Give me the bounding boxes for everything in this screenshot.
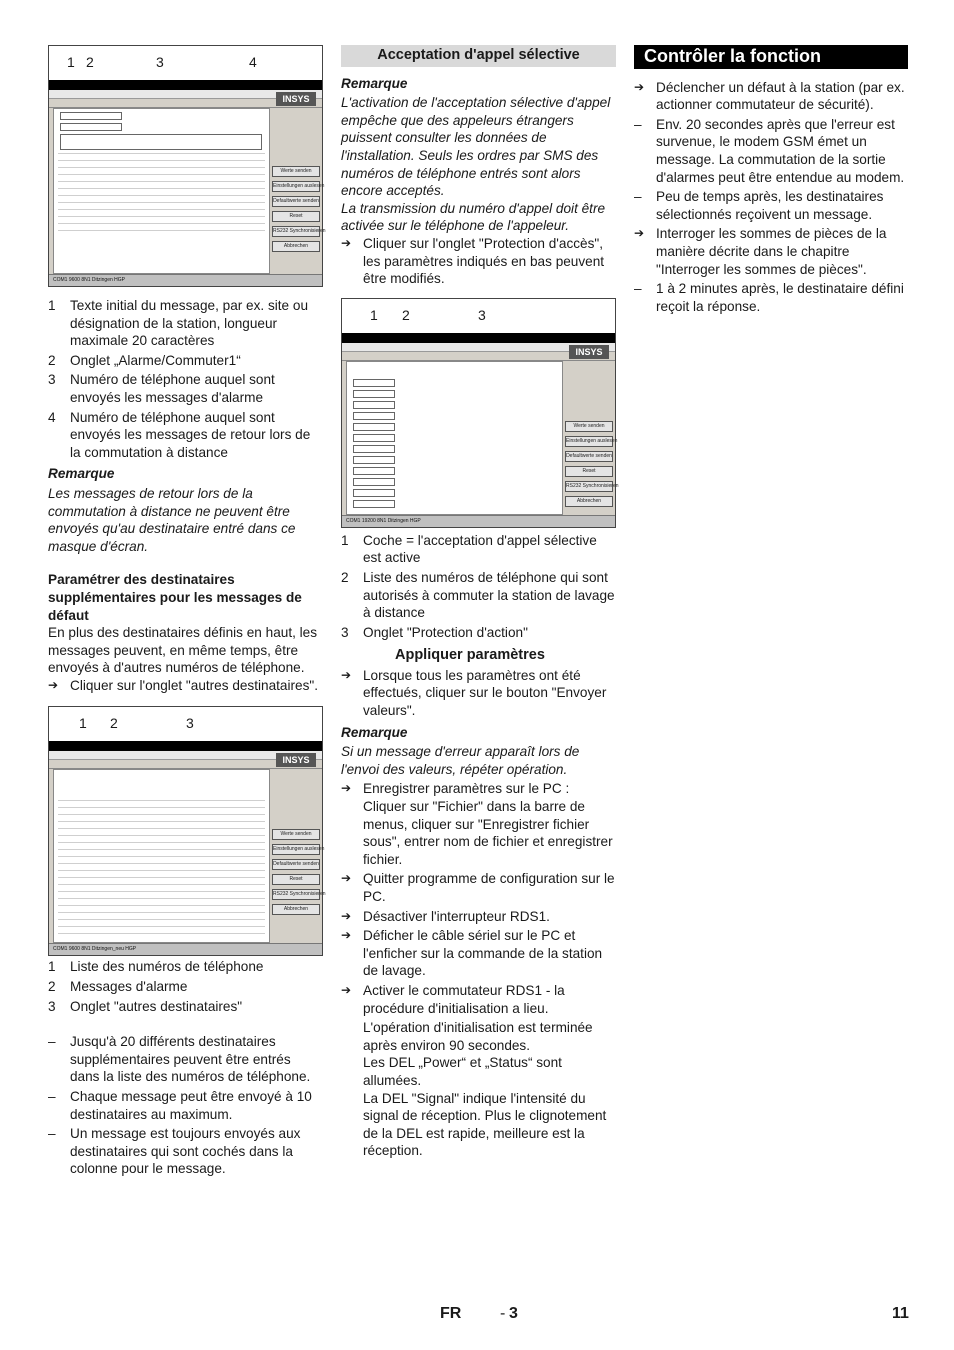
callout-1: 1 [370, 306, 378, 323]
protection-form [346, 361, 563, 515]
dash-icon: – [634, 189, 642, 205]
dash-icon: – [48, 1126, 56, 1142]
callout-3: 3 [186, 715, 194, 732]
column-middle: Acceptation d'appel sélective Remarque L'activation de l'acceptation sélective d'appel empêche que des appeleurs étrangers puissent consulter les données de l'installation. Seuls les ordres par SMS des numéros de téléphone entrés sont alors encore acceptés. La transmission du numéro d'appel doit être activée sur le téléphone de l'appeleur. ➔ Cliquer sur l'onglet "Protection d'accès", les paramètres indiqués en bas peuvent être modifiés. 1 2 3 INSYS Werte senden Einstellungen auslesen Defaultwerte senden Reset RS232 Synchronisieren Abbrechen COM1 19200 8N1 Ditzingen HGP 1 Coche = l'acceptation d'appel sélective est active 2 Liste des numéros de téléphone qui sont autorisés à commuter la station de lavage à distance 3 Onglet "Protection d'action" Appliquer paramètres ➔ Lorsque tous les paramètres ont été effectués, cliquer sur le bouton "Envoyer valeurs". Remarque Si un message d'erreur apparaît lors de l'envoi des valeurs, répéter opération. ➔ Enregistrer paramètres sur le PC : Cliquer sur "Fichier" dans la barre de menus, cliquer sur "Enregistrer fichier sous", entrer nom de fichier et enregistrer fichier. ➔ Quitter programme de configuration sur le PC. ➔ Désactiver l'interrupteur RDS1. ➔ Déficher le câble sériel sur le PC et l'enficher sur la commande de la station de lavage. ➔ Activer le commutateur RDS1 - la procédure d'initialisation a lieu. L'opération d'initialisation est terminée après environ 90 secondes. Les DEL „Power“ et „Status“ sont allumées. La DEL "Signal" indique l'intensité du signal de réception. Plus le clignotement de la DEL est rapide, meilleure est la réception. [341, 47, 619, 1159]
settings-form [53, 108, 270, 274]
window-titlebar [49, 80, 322, 90]
chapter-title: Contrôler la fonction [634, 45, 908, 69]
rs232-sync-button[interactable]: RS232 Synchronisieren [272, 226, 320, 237]
screenshot-other-recipients [48, 706, 326, 956]
cancel-button[interactable]: Abbrechen [272, 904, 320, 915]
send-values-button[interactable]: Werte senden [272, 829, 320, 840]
continuation-text: L'opération d'initialisation est terminée après environ 90 secondes. [363, 1020, 593, 1053]
subheading: Appliquer paramètres [395, 647, 545, 664]
continuation-text: Les DEL „Power“ et „Status“ sont allumées. [363, 1055, 562, 1088]
callout-3: 3 [156, 54, 164, 70]
section-title: Acceptation d'appel sélective [341, 45, 616, 67]
read-settings-button[interactable]: Einstellungen auslesen [272, 844, 320, 855]
callout-4: 4 [249, 54, 257, 70]
dash-icon: – [634, 116, 642, 132]
arrow-icon: ➔ [634, 79, 645, 94]
button-panel [565, 361, 619, 515]
remark-label: Remarque [48, 466, 115, 482]
arrow-icon: ➔ [341, 982, 352, 997]
legend-figure-1: 1 Texte initial du message, par ex. site ou désignation de la station, longueur maximale 20 caractères 2 Onglet „Alarme/Commuter1“ 3 Numéro de téléphone auquel sont envoyés les messages d'alarme 4 Numéro de téléphone auquel sont envoyés les messages de retour lors de la commutation à distance [48, 298, 311, 460]
dash-icon: – [48, 1089, 56, 1105]
message-text-field[interactable] [60, 134, 262, 150]
remark-label: Remarque [341, 75, 408, 91]
callout-2: 2 [86, 54, 94, 70]
reset-button[interactable]: Reset [565, 466, 613, 477]
legend-figure-3: 1 Coche = l'acceptation d'appel sélective est active 2 Liste des numéros de téléphone qui sont autorisés à commuter la station de lavage à distance 3 Onglet "Protection d'action" [341, 532, 615, 640]
dash-icon: – [634, 281, 642, 297]
arrow-icon: ➔ [48, 677, 59, 692]
cancel-button[interactable]: Abbrechen [272, 241, 320, 252]
status-bar: COM1 9600 8N1 Ditzingen HGP [49, 274, 322, 286]
arrow-icon: ➔ [341, 781, 352, 796]
send-values-button[interactable]: Werte senden [565, 421, 613, 432]
remark-text-2: La transmission du numéro d'appel doit être activée sur le téléphone de l'appeleur. [341, 200, 606, 234]
callout-1: 1 [67, 54, 75, 70]
footer-section-number: 3 [509, 1305, 518, 1322]
column-left: 1 2 3 4 INSYS Werte senden Einstellungen auslesen Defaultwerte senden Reset RS232 Synchronisieren Abbrechen COM1 9600 8N1 Ditzingen HGP 1 Texte initial du message, par ex. site ou désignation de la station, longueur maximale 20 caractères 2 Onglet „Alarme/Commuter1“ 3 Numéro de téléphone auquel sont envoyés les messages d'alarme 4 Numéro de téléphone auquel sont envoyés les messages de retour lors de la commutation à distance Remarque Les messages de retour lors de la commutation à distance ne peuvent être envoyés qu'au destinataire entré dans ce masque d'écran. Paramétrer des destinataires supplémentaires pour les messages de défaut En plus des destinataires définis en haut, les messages peuvent, en même temps, être envoyés à d'autres numéros de téléphone. ➔ Cliquer sur l'onglet "autres destinataires". 1 2 3 INSYS Werte senden Einstellungen auslesen Defaultwerte senden Reset RS232 Synchronisieren Abbrechen COM1 9600 8N1 Ditzingen_neu HGP 1 Liste des numéros de téléphone 2 Messages d'alarme 3 Onglet "autres destinataires" – Jusqu'à 20 différents destinataires supplémentaires peuvent être entrés dans la liste des numéros de téléphone. – Chaque message peut être envoyé à 10 destinataires au maximum. – Un message est toujours envoyés aux destinataires qui sont cochés dans la colonne pour le message. [48, 45, 323, 1180]
legend-figure-2: 1 Liste des numéros de téléphone 2 Messages d'alarme 3 Onglet "autres destinataires" [48, 959, 264, 1014]
reset-button[interactable]: Reset [272, 211, 320, 222]
button-panel [272, 769, 326, 943]
arrow-icon: ➔ [341, 908, 352, 923]
status-bar: COM1 9600 8N1 Ditzingen_neu HGP [49, 943, 322, 955]
callout-2: 2 [110, 715, 118, 732]
read-settings-button[interactable]: Einstellungen auslesen [272, 181, 320, 192]
send-values-button[interactable]: Werte senden [272, 166, 320, 177]
read-settings-button[interactable]: Einstellungen auslesen [565, 436, 613, 447]
remark-label: Remarque [341, 724, 408, 740]
default-values-button[interactable]: Defaultwerte senden [272, 859, 320, 870]
remark-text: Si un message d'erreur apparaît lors de l'envoi des valeurs, répéter opération. [341, 744, 580, 777]
remark-text: Les messages de retour lors de la commutation à distance ne peuvent être envoyés qu'au destinataire entré dans ce masque d'écran. [48, 485, 296, 554]
callout-1: 1 [79, 715, 87, 732]
default-values-button[interactable]: Defaultwerte senden [272, 196, 320, 207]
paragraph: En plus des destinataires définis en haut, les messages peuvent, en même temps, être envoyés à d'autres numéros de téléphone. [48, 625, 318, 676]
remark-text: L'activation de l'acceptation sélective d'appel empêche que des appeleurs étrangers puissent consulter les données de l'installation. Seuls les ordres par SMS des numéros de téléphone entrés sont alors encore acceptés. [341, 95, 611, 199]
arrow-icon: ➔ [341, 928, 352, 943]
screenshot-access-protection [341, 298, 619, 528]
recipients-form [53, 769, 270, 943]
dash-icon: – [48, 1034, 56, 1050]
insys-logo: INSYS [276, 753, 316, 767]
window-titlebar [49, 741, 322, 751]
insys-logo: INSYS [276, 92, 316, 106]
footer-separator: - [500, 1305, 506, 1322]
arrow-icon: ➔ [341, 667, 352, 682]
continuation-text: La DEL "Signal" indique l'intensité du signal de réception. Plus le clignotement de la DEL est rapide, meilleure est la réception. [363, 1090, 607, 1159]
section-heading: Paramétrer des destinataires supplémentaires pour les messages de défaut [48, 572, 302, 623]
default-values-button[interactable]: Defaultwerte senden [565, 451, 613, 462]
arrow-icon: ➔ [341, 871, 352, 886]
arrow-icon: ➔ [634, 226, 645, 241]
reset-button[interactable]: Reset [272, 874, 320, 885]
column-right: Contrôler la fonction ➔ Déclencher un défaut à la station (par ex. actionner commutateur de sécurité). – Env. 20 secondes après que l'erreur est survenue, le modem GSM émet un message. La commutation de la sortie d'alarmes peut être entendue au modem. – Peu de temps après, les destinataires sélectionnés reçoivent un message. ➔ Interroger les sommes de pièces de la manière décrite dans le chapitre "Interroger les sommes de pièces". – 1 à 2 minutes après, le destinataire défini reçoit la réponse. [634, 45, 908, 317]
screenshot-alarm-settings [48, 45, 326, 287]
status-bar: COM1 19200 8N1 Ditzingen HGP [342, 515, 615, 527]
cancel-button[interactable]: Abbrechen [565, 496, 613, 507]
rs232-sync-button[interactable]: RS232 Synchronisieren [272, 889, 320, 900]
callout-2: 2 [402, 306, 410, 323]
window-titlebar [342, 333, 615, 343]
notes-list: – Jusqu'à 20 différents destinataires supplémentaires peuvent être entrés dans la liste des numéros de téléphone. – Chaque message peut être envoyé à 10 destinataires au maximum. – Un message est toujours envoyés aux destinataires qui sont cochés dans la colonne pour le message. [48, 1034, 312, 1177]
callout-3: 3 [478, 306, 486, 323]
insys-logo: INSYS [569, 345, 609, 359]
page-number: 11 [892, 1305, 909, 1322]
footer-language: FR [440, 1305, 462, 1322]
button-panel [272, 108, 326, 274]
arrow-icon: ➔ [341, 235, 352, 250]
rs232-sync-button[interactable]: RS232 Synchronisieren [565, 481, 613, 492]
